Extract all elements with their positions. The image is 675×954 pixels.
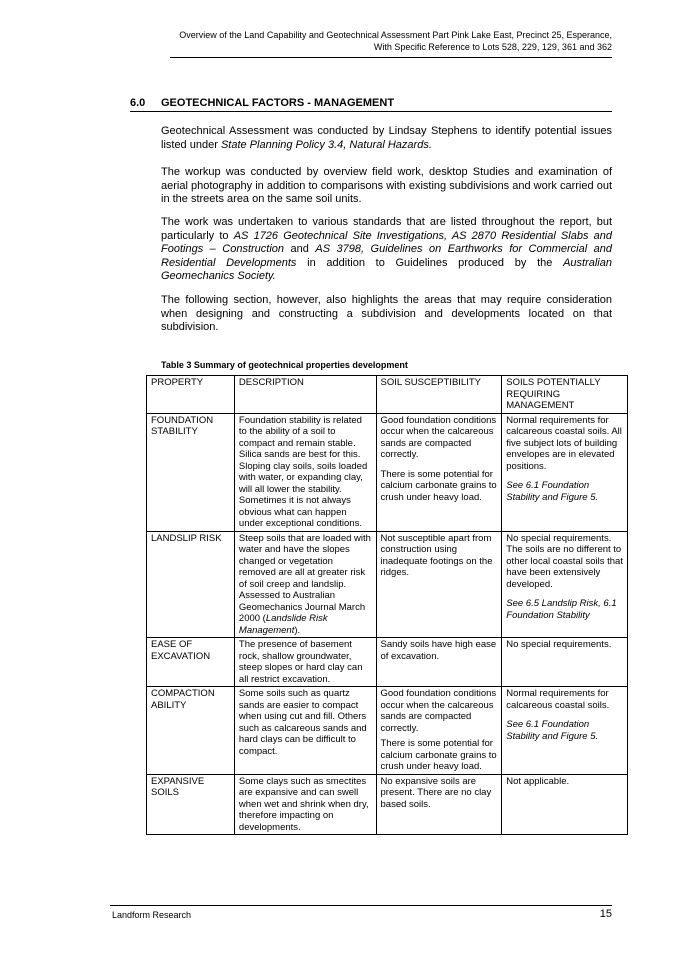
cell-reference: Landslide Risk Management	[238, 613, 328, 636]
footer-rule	[110, 905, 612, 906]
footer-organisation: Landform Research	[112, 910, 192, 920]
cell-description: Foundation stability is related to the ability of a soil to compact and remain stable. Silica sands are best for this. Sloping clay soils, soils loaded with water, or expanding clay, will all lower the stability. Sometimes it is not always obvious what can happen under exceptional conditions.	[234, 413, 376, 531]
cell-management	[502, 531, 628, 638]
cell-text: ).	[294, 624, 301, 636]
cell-description	[234, 531, 376, 638]
cell-management: Not applicable.	[502, 774, 628, 835]
geotechnical-properties-table	[146, 375, 628, 835]
header-line-2: With Specific Reference to Lots 528, 229, 129, 361 and 362	[373, 41, 612, 52]
cell-susceptibility	[376, 687, 502, 775]
table-row	[147, 413, 628, 531]
cell-susceptibility: No expansive soils are present. There are no clay based soils.	[376, 774, 502, 835]
paragraph-4: The following section, however, also highlights the areas that may require consideration when designing and constructing a subdivision and developments located on that subdivision.	[161, 294, 612, 333]
cell-property: LANDSLIP RISK	[147, 531, 235, 638]
table-row	[147, 638, 628, 687]
cell-text: There is some potential for calcium carbonate grains to crush under heavy load.	[380, 738, 497, 772]
paragraph-1	[161, 125, 612, 152]
cell-description: Some soils such as quartz sands are easier to compact when using cut and fill. Others such as calcareous sands and hard clays can be difficult to compact.	[234, 687, 376, 775]
cell-reference: See 6.1 Foundation Stability and Figure 5.	[506, 480, 599, 503]
standard-reference-2: AS 3798, Guidelines on Earthworks for Commercial and Residential Developments	[161, 243, 613, 269]
paragraph-3-text-a: The work was undertaken to various standards that are listed throughout the report, but particularly to	[161, 216, 612, 242]
cell-susceptibility	[376, 413, 502, 531]
header-line-1: Overview of the Land Capability and Geotechnical Assessment Part Pink Lake East, Precinct 25, Esperance,	[179, 30, 612, 40]
header-rule	[170, 57, 612, 58]
table-header-row	[147, 376, 628, 414]
cell-text: Good foundation conditions occur when the calcareous sands are compacted correctly.	[380, 688, 497, 734]
cell-description: Some clays such as smectites are expansive and can swell when wet and shrink when dry, therefore impacting on developments.	[234, 774, 376, 835]
cell-property: EXPANSIVE SOILS	[147, 774, 235, 835]
cell-property: FOUNDATION STABILITY	[147, 413, 235, 531]
section-heading	[130, 97, 612, 112]
cell-management	[502, 413, 628, 531]
cell-property: COMPACTION ABILITY	[147, 687, 235, 775]
cell-text: Steep soils that are loaded with water and have the slopes changed or vegetation removed are all at greater risk of soil creep and landslip. Assessed to Australian Geomechanics Journal March 2000 (	[238, 532, 371, 624]
section-title: GEOTECHNICAL FACTORS - MANAGEMENT	[161, 97, 395, 109]
cell-reference: See 6.1 Foundation Stability and Figure 5.	[506, 719, 599, 742]
cell-reference: See 6.5 Landslip Risk, 6.1 Foundation Stability	[506, 598, 617, 621]
society-reference: Australian Geomechanics Society.	[161, 256, 612, 282]
cell-text: Good foundation conditions occur when the calcareous sands are compacted correctly.	[380, 414, 497, 460]
table-row	[147, 531, 628, 638]
table-title: Table 3 Summary of geotechnical properties development	[161, 360, 408, 370]
cell-text: Normal requirements for calcareous coastal soils.	[506, 688, 610, 711]
paragraph-3-text-c: and	[284, 243, 316, 255]
paragraph-2: The workup was conducted by overview field work, desktop Studies and examination of aerial photography in addition to comparisons with existing subdivisions and work carried out in the streets area on the same soil units.	[161, 166, 612, 205]
table-row	[147, 687, 628, 775]
cell-management: No special requirements.	[502, 638, 628, 687]
table-row	[147, 774, 628, 835]
policy-reference: State Planning Policy 3.4, Natural Hazards.	[220, 138, 432, 151]
cell-susceptibility: Not susceptible apart from construction using inadequate footings on the ridges.	[376, 531, 502, 638]
column-header-description: DESCRIPTION	[234, 376, 376, 414]
paragraph-1-text: Geotechnical Assessment was conducted by Lindsay Stephens to identify potential issues listed under	[161, 125, 612, 151]
cell-property: EASE OF EXCAVATION	[147, 638, 235, 687]
cell-susceptibility: Sandy soils have high ease of excavation.	[376, 638, 502, 687]
column-header-susceptibility: SOIL SUSCEPTIBILITY	[376, 376, 502, 414]
cell-management	[502, 687, 628, 775]
page-number: 15	[599, 908, 612, 920]
paragraph-3-text-e: in addition to Guidelines produced by the	[296, 256, 564, 269]
column-header-property: PROPERTY	[147, 376, 235, 414]
section-number: 6.0	[130, 97, 146, 109]
paragraph-3	[161, 216, 612, 284]
cell-description: The presence of basement rock, shallow groundwater, steep slopes or hard clay can all restrict excavation.	[234, 638, 376, 687]
cell-text: There is some potential for calcium carbonate grains to crush under heavy load.	[380, 468, 497, 503]
column-header-management: SOILS POTENTIALLY REQUIRING MANAGEMENT	[502, 376, 628, 414]
cell-text: No special requirements. The soils are no different to other local coastal soils that have been extensively developed.	[506, 532, 623, 590]
running-header	[92, 30, 612, 53]
standard-reference-1: AS 1726 Geotechnical Site Investigations, AS 2870 Residential Slabs and Footings – Construction	[161, 229, 612, 255]
cell-text: Normal requirements for calcareous coastal soils. All five subject lots of building envelopes are in elevated positions.	[506, 414, 622, 472]
